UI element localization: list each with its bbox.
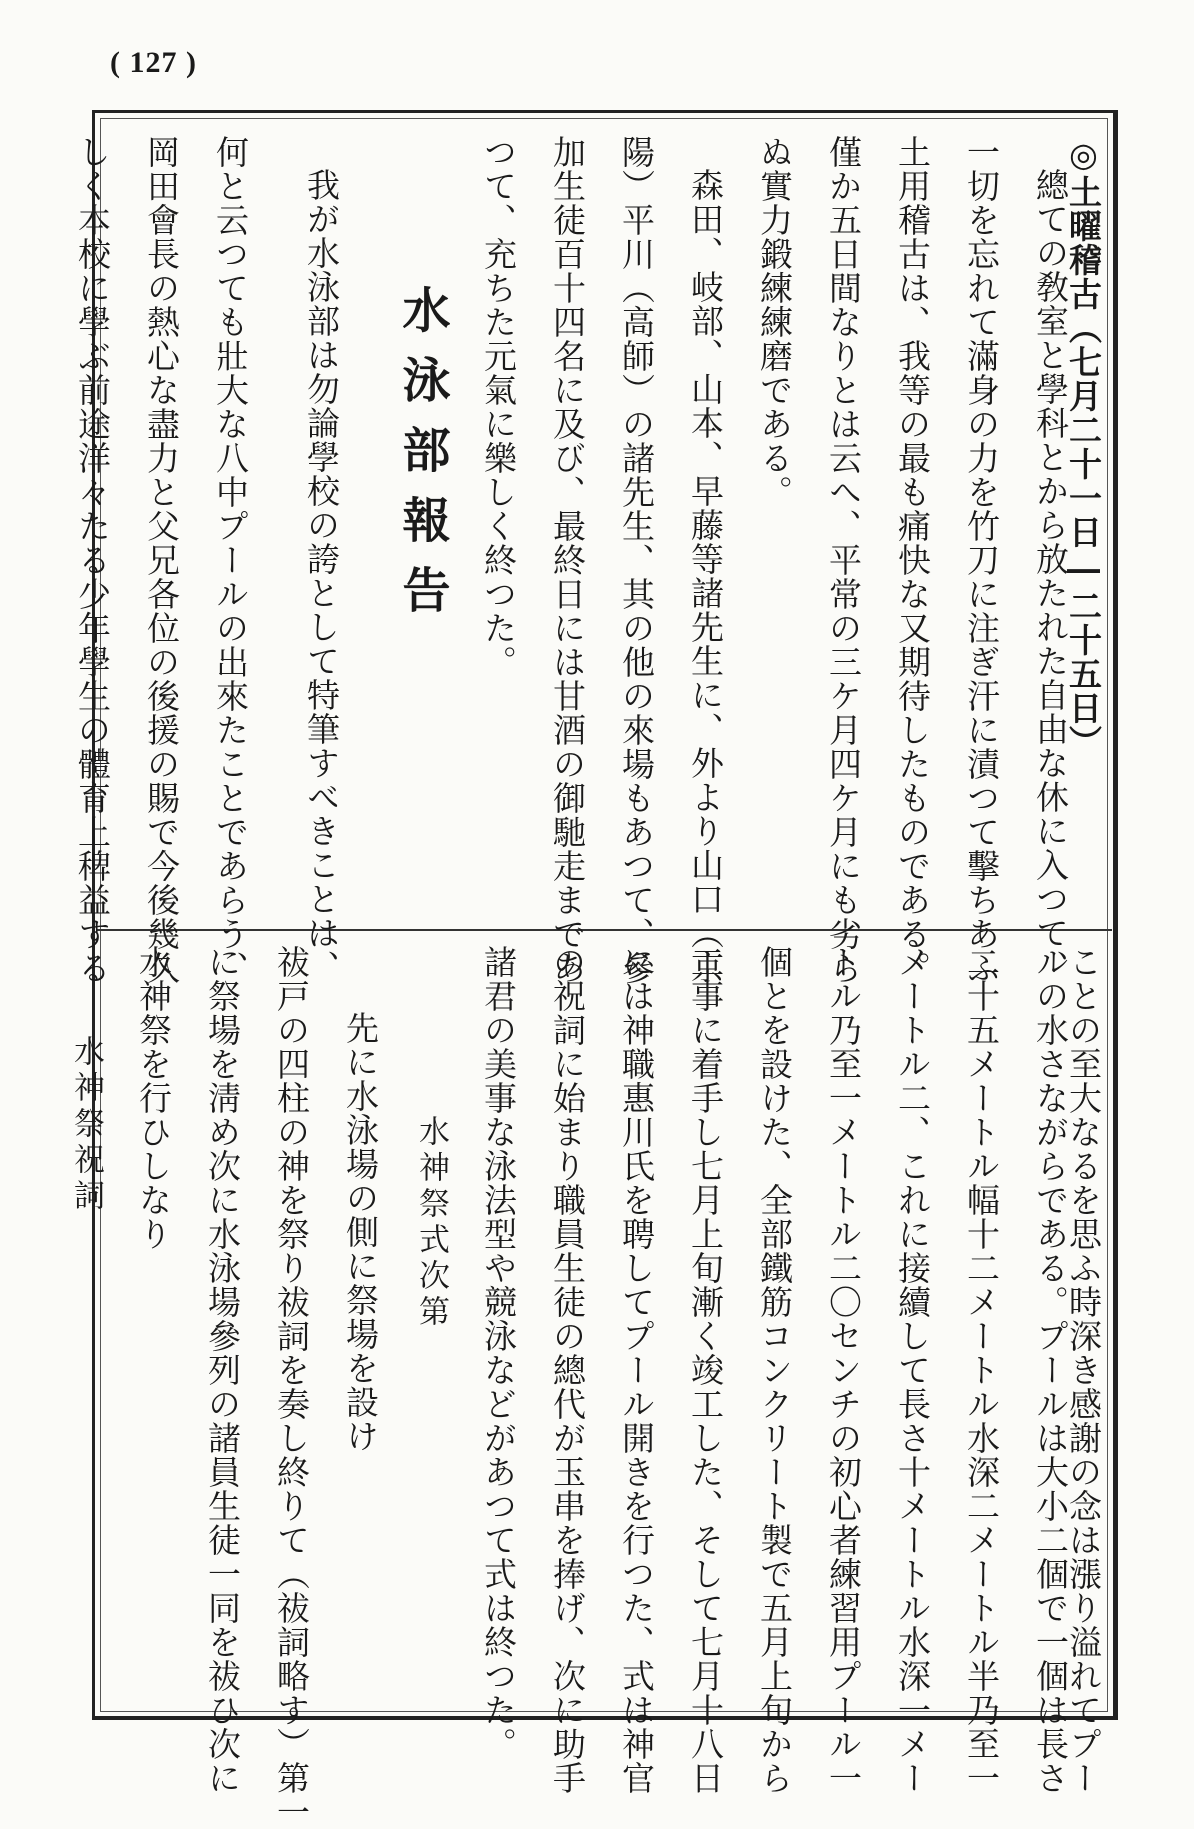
text-column: 水神祭を行ひしなり — [134, 945, 173, 1251]
text-column: ぬ實力鍛練練磨である。 — [755, 135, 794, 509]
swimming-club-report-heading: 水泳部報告 — [394, 285, 450, 635]
page-number: ( 127 ) — [110, 46, 197, 79]
text-column: 工事に着手し七月上旬漸く竣工した、そして七月十八日 — [686, 945, 725, 1795]
ceremony-order-heading: 水神祭式次第 — [413, 1115, 449, 1331]
text-column: つて、充ちた元氣に樂しく終つた。 — [479, 135, 518, 679]
text-column: 陽）平川（高師）の諸先生、其の他の來場もあつて、參 — [617, 135, 656, 985]
text-column: メートル二、これに接續して長さ十メートル水深一メー — [893, 945, 932, 1795]
text-column: 總ての敎室と學科とから放たれた自由な休に入つて、 — [1031, 168, 1070, 984]
text-column: 岡田會長の熱心な盡力と父兄各位の後援の賜で今後幾久 — [142, 135, 181, 985]
text-column: トル乃至一メートル二〇センチの初心者練習用プール一 — [824, 945, 863, 1795]
text-column: には神職惠川氏を聘してプール開きを行つた、式は神官 — [617, 945, 656, 1795]
text-column: しく本校に學ぶ前途洋々たる少年學生の體育上稗益する — [73, 135, 112, 985]
text-column: の祝詞に始まり職員生徒の總代が玉串を捧げ、次に助手 — [548, 945, 587, 1795]
text-column: 祓戸の四柱の神を祭り祓詞を奏し終りて（祓詞略す）第一 — [272, 945, 311, 1829]
lower-text-block — [68, 945, 1103, 1829]
ceremony-prayer-heading: 水神祭祝詞 — [68, 1035, 104, 1215]
text-column: 何と云つても壯大な八中プールの出來たことであらう、 — [211, 135, 250, 985]
text-column: 個とを設けた、全部鐵筋コンクリート製で五月上旬から — [755, 945, 794, 1795]
text-column: 一切を忘れて滿身の力を竹刀に注ぎ汗に漬つて擊ちあふ — [962, 135, 1001, 985]
text-column: 諸君の美事な泳法型や競泳などがあつて式は終つた。 — [479, 945, 518, 1761]
text-column: 土用稽古は、我等の最も痛快な又期待したものである。 — [893, 135, 932, 985]
text-column: 僅か五日間なりとは云へ、平常の三ケ月四ケ月にも劣ら — [824, 135, 863, 985]
text-column: 森田、岐部、山本、早藤等諸先生に、外より山口（京 — [686, 168, 725, 984]
text-column: ことの至大なるを思ふ時深き感謝の念は漲り溢れてプー — [1064, 945, 1103, 1795]
upper-text-block — [73, 135, 1103, 985]
kendo-section-heading: ◎土曜稽古（七月二十一日―二十五日） — [1064, 135, 1103, 759]
text-column: 先に水泳場の側に祭場を設け — [341, 1011, 380, 1453]
text-column: に祭場を淸め次に水泳場參列の諸員生徒一同を祓ひ次に — [203, 945, 242, 1795]
text-column: 我が水泳部は勿論學校の誇として特筆すべきことは、 — [302, 168, 341, 984]
text-column: 加生徒百十四名に及び、最終日には甘酒の御馳走まであ — [548, 135, 587, 985]
text-column: 二十五メートル幅十二メートル水深二メートル半乃至一 — [962, 945, 1001, 1795]
text-column: ルの水さながらである。プールは大小二個で一個は長さ — [1031, 945, 1070, 1795]
